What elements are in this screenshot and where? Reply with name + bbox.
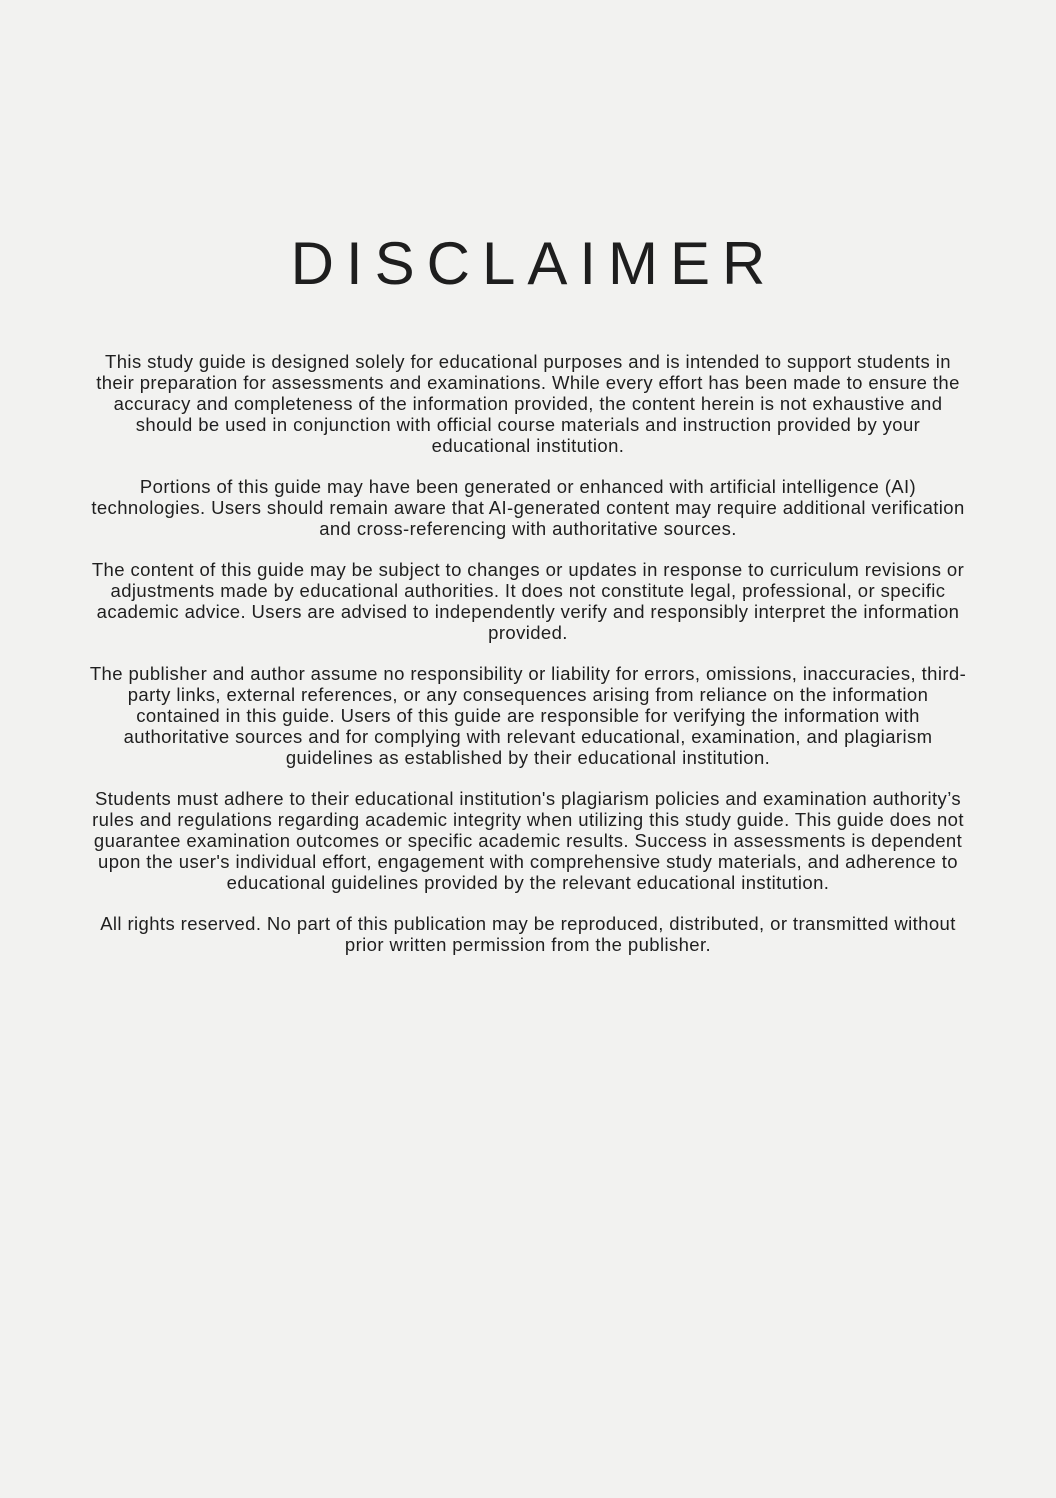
disclaimer-paragraph-5: Students must adhere to their educational institution's plagiarism policies and examination authority’s rules and regulations regarding academic integrity when utilizing this study guide. This guide does not guarantee examination outcomes or specific academic results. Success in assessments is dependent upon the user's individual effort, engagement with comprehensive study materials, and adherence to educational guidelines provided by the relevant educational institution. xyxy=(92,788,964,893)
disclaimer-body xyxy=(88,351,968,955)
disclaimer-paragraph-6: All rights reserved. No part of this publication may be reproduced, distributed, or transmitted without prior written permission from the publisher. xyxy=(100,913,956,955)
disclaimer-paragraph-1: This study guide is designed solely for educational purposes and is intended to support students in their preparation for assessments and examinations. While every effort has been made to ensure the accuracy and completeness of the information provided, the content herein is not exhaustive and should be used in conjunction with official course materials and instruction provided by your educational institution. xyxy=(96,351,960,456)
disclaimer-paragraph-2: Portions of this guide may have been generated or enhanced with artificial intelligence (AI) technologies. Users should remain aware that AI-generated content may require additional verification and cross-referencing with authoritative sources. xyxy=(91,476,965,539)
disclaimer-paragraph-3: The content of this guide may be subject to changes or updates in response to curriculum revisions or adjustments made by educational authorities. It does not constitute legal, professional, or specific academic advice. Users are advised to independently verify and responsibly interpret the information provided. xyxy=(91,559,965,643)
page-title: DISCLAIMER xyxy=(290,230,778,297)
disclaimer-paragraph-4: The publisher and author assume no responsibility or liability for errors, omissions, inaccuracies, third-party links, external references, or any consequences arising from reliance on the information contained in this guide. Users of this guide are responsible for verifying the information with authoritative sources and for complying with relevant educational, examination, and plagiarism guidelines as established by their educational institution. xyxy=(89,663,967,768)
